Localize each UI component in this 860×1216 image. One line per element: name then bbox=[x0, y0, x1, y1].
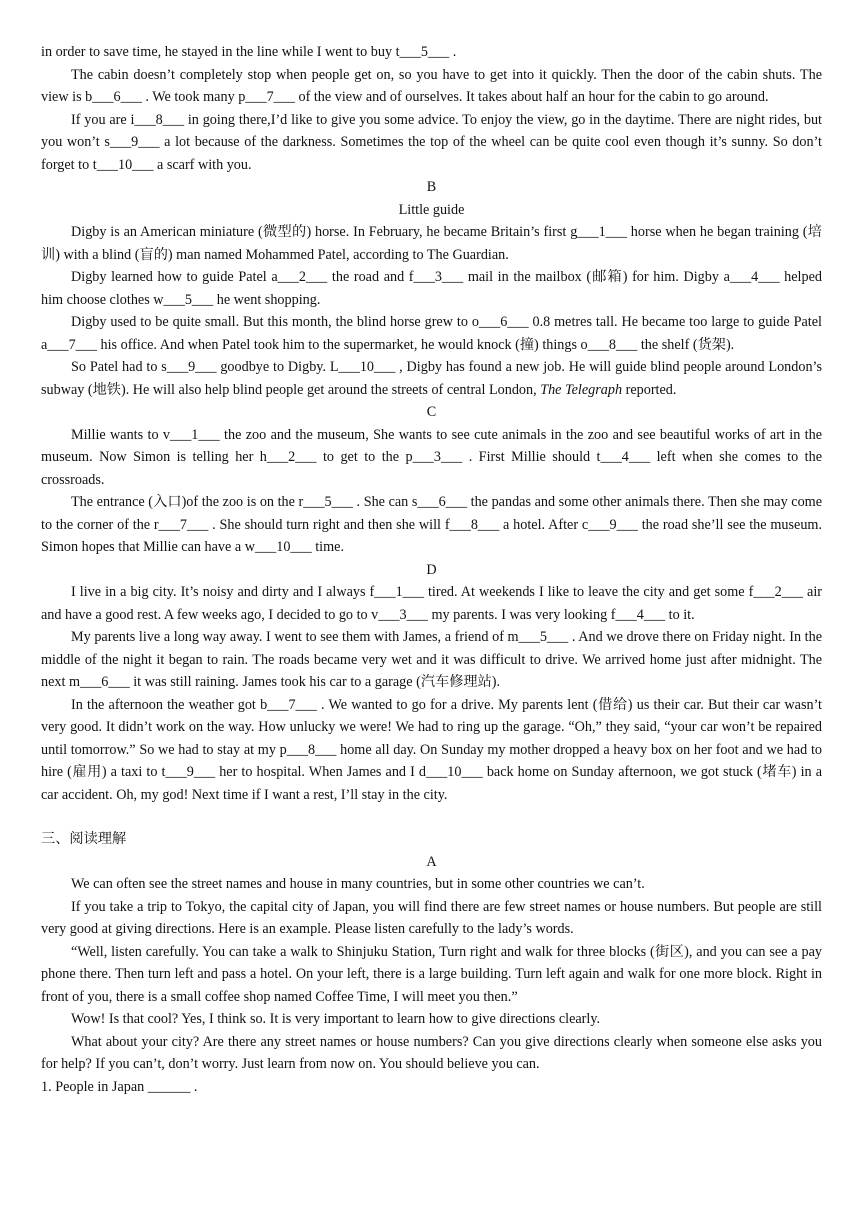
cloze-c-paragraph: The entrance (入口)of the zoo is on the r___5___ . She can s___6___ the pandas and some other animals there. Then she may come to the corner of the r___7___ . She should turn right and then she will f___8___ a hotel. After c___9___ the road she’ll see the museum. Simon hopes that Millie can have a w___10___ time. bbox=[41, 494, 822, 555]
question-1: 1. People in Japan ______ . bbox=[41, 1078, 198, 1095]
section-letter-b: B bbox=[426, 179, 437, 195]
cloze-a-paragraph: If you are i___8___ in going there,I’d like to give you some advice. To enjoy the view, go in the daytime. There are night rides, but you won’t s___9___ a lot because of the darkness. Sometimes the top of the wheel can be quite cool even though it’s sunny. So don’t forget to t___10___ a scarf with you. bbox=[41, 111, 822, 173]
cloze-b-paragraph: Digby learned how to guide Patel a___2___ the road and f___3___ mail in the mailbox (邮箱) for him. Digby a___4___ helped him choose clothes w___5___ he went shopping. bbox=[41, 269, 822, 308]
section-heading: 三、阅读理解 bbox=[41, 831, 127, 847]
cloze-a-line: in order to save time, he stayed in the line while I went to buy t___5___ . bbox=[41, 44, 457, 60]
section-letter-d: D bbox=[426, 561, 437, 578]
passage-title: Little guide bbox=[398, 201, 465, 218]
section-letter-a: A bbox=[426, 853, 437, 870]
cloze-b-text: So Patel had to s___9___ goodbye to Digby. L___10___ , Digby has found a new job. He will guide blind people around London’s subway (地铁). He will also help blind people get around the streets of central London, bbox=[41, 359, 822, 398]
reading-paragraph: If you take a trip to Tokyo, the capital city of Japan, you will find there are few street names or house numbers. But people are still very good at giving directions. Here is an example. Please listen carefully to the lady’s words. bbox=[41, 898, 822, 937]
cloze-d-paragraph: My parents live a long way away. I went to see them with James, a friend of m___5___ . And we drove there on Friday night. In the middle of the night it began to rain. The roads became very wet and it was difficult to drive. We arrived home just after midnight. The next m___6___ it was still raining. James took his car to a garage (汽车修理站). bbox=[41, 629, 822, 690]
cloze-c-paragraph: Millie wants to v___1___ the zoo and the museum, She wants to see cute animals in the zoo and see beautiful works of art in the museum. Now Simon is telling her h___2___ to get to the p___3___ . First Millie should t___4___ left when she comes to the crossroads. bbox=[41, 426, 822, 488]
reading-paragraph: What about your city? Are there any street names or house numbers? Can you give directions clearly when someone else asks you for help? If you can’t, don’t worry. Just learn from now on. You should believe you can. bbox=[41, 1033, 822, 1072]
cloze-b-paragraph: Digby is an American miniature (微型的) horse. In February, he became Britain’s first g___1___ horse when he began training (培训) with a blind (盲的) man named Mohammed Patel, according to The Guardian. bbox=[41, 224, 822, 263]
reading-paragraph: “Well, listen carefully. You can take a walk to Shinjuku Station, Turn right and walk for three blocks (街区), and you can see a pay phone there. Then turn left and pass a hotel. On your left, there is a large building. Turn left again and walk for one more block. Right in front of you, there is a small coffee shop named Coffee Time, I will meet you then.” bbox=[41, 943, 822, 1005]
cloze-b-paragraph: Digby used to be quite small. But this month, the blind horse grew to o___6___ 0.8 metres tall. He became too large to guide Patel a___7___ his office. And when Patel took him to the supermarket, he would knock (撞) things o___8___ the shelf (货架). bbox=[41, 314, 822, 353]
reading-paragraph: Wow! Is that cool? Yes, I think so. It is very important to learn how to give directions clearly. bbox=[71, 1011, 601, 1027]
reading-paragraph: We can often see the street names and house in many countries, but in some other countries we can’t. bbox=[71, 876, 645, 892]
newspaper-name: The Telegraph bbox=[540, 381, 623, 398]
cloze-d-paragraph: I live in a big city. It’s noisy and dirty and I always f___1___ tired. At weekends I like to leave the city and get some f___2___ air and have a good rest. A few weeks ago, I decided to go to v___3___ my parents. I was very looking f___4___ to it. bbox=[41, 584, 822, 623]
cloze-b-text-end: reported. bbox=[622, 381, 677, 398]
cloze-a-paragraph: The cabin doesn’t completely stop when people get on, so you have to get into it quickly. Then the door of the cabin shuts. The view is b___6___ . We took many p___7___ of the view and of ourselves. It takes about half an hour for the cabin to go around. bbox=[41, 66, 822, 105]
section-letter-c: C bbox=[426, 404, 437, 420]
cloze-d-paragraph: In the afternoon the weather got b___7___ . We wanted to go for a drive. My parents lent (借给) us their car. But their car wasn’t very good. It didn’t work on the way. How unlucky we were! We had to ring up the garage. “Oh,” they said, “your car won’t be repaired until tomorrow.” So we had to stay at my p___8___ home all day. On Sunday my mother dropped a heavy box on her foot and we had to hire (雇用) a taxi to t___9___ her to hospital. When James and I d___10___ back home on Sunday afternoon, we got stuck (堵车) in a car accident. Oh, my god! Next time if I want a rest, I’ll stay in the city. bbox=[41, 696, 822, 803]
cloze-b-paragraph bbox=[41, 356, 822, 401]
spacer bbox=[41, 806, 822, 828]
